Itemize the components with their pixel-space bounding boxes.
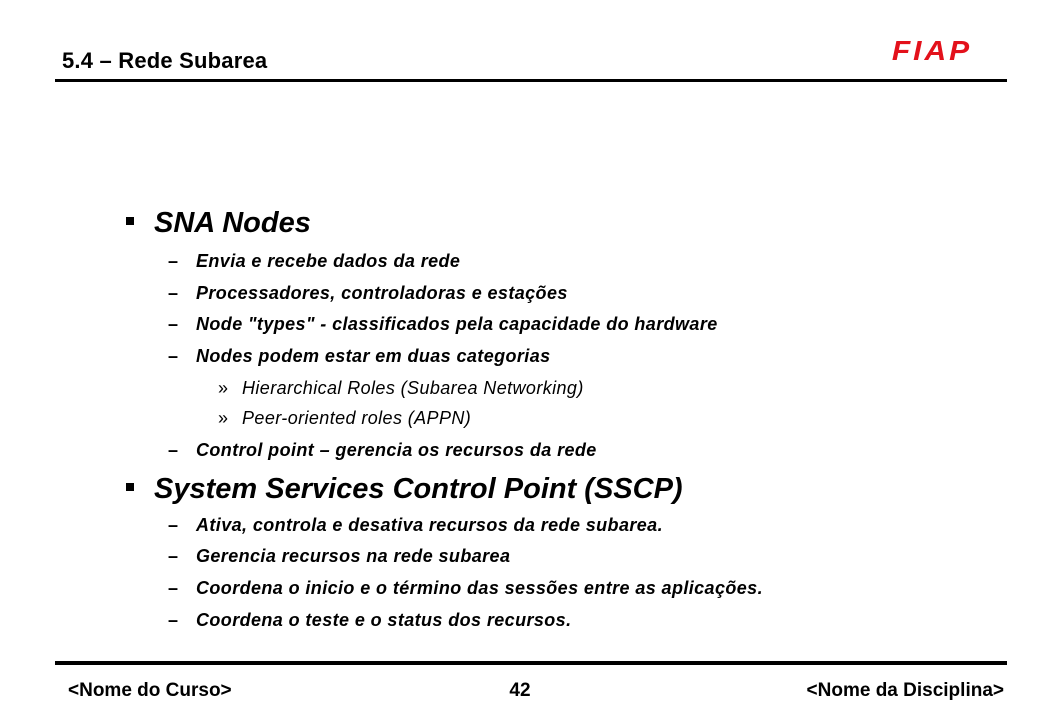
square-bullet-icon — [126, 483, 134, 491]
list-item — [168, 578, 763, 599]
dash-marker: – — [168, 314, 179, 334]
logo-text: FIAP — [891, 38, 973, 67]
dash-marker: – — [168, 515, 179, 535]
list-item — [168, 314, 718, 335]
footer-divider — [55, 661, 1007, 665]
chevron-marker: » — [218, 408, 229, 428]
list-item — [168, 546, 510, 567]
list-item — [168, 251, 460, 272]
list-item-text: Processadores, controladoras e estações — [196, 283, 568, 303]
section-heading — [126, 207, 311, 240]
sub-list-item-text: Hierarchical Roles (Subarea Networking) — [242, 378, 584, 398]
section-heading — [126, 473, 683, 506]
list-item — [168, 610, 572, 631]
chevron-marker: » — [218, 378, 229, 398]
list-item-text: Control point – gerencia os recursos da rede — [196, 440, 597, 460]
list-item-text: Envia e recebe dados da rede — [196, 251, 461, 271]
dash-marker: – — [168, 546, 179, 566]
dash-marker: – — [168, 251, 179, 271]
list-item — [168, 515, 663, 536]
footer-discipline-name: <Nome da Disciplina> — [806, 680, 1004, 701]
list-item-text: Coordena o teste e o status dos recursos. — [196, 610, 572, 630]
dash-marker: – — [168, 346, 179, 366]
slide-title: 5.4 – Rede Subarea — [62, 48, 268, 73]
dash-marker: – — [168, 610, 179, 630]
list-item — [168, 283, 568, 304]
list-item-text: Coordena o inicio e o término das sessões entre as aplicações. — [196, 578, 763, 598]
section-title: SNA Nodes — [154, 207, 311, 239]
square-bullet-icon — [126, 217, 134, 225]
list-item — [168, 346, 551, 367]
dash-marker: – — [168, 578, 179, 598]
sub-list-item-text: Peer-oriented roles (APPN) — [242, 408, 472, 428]
footer-page-number: 42 — [509, 680, 531, 701]
section-title: System Services Control Point (SSCP) — [154, 473, 683, 505]
list-item-text: Gerencia recursos na rede subarea — [196, 546, 511, 566]
dash-marker: – — [168, 283, 179, 303]
footer-course-name: <Nome do Curso> — [68, 680, 232, 701]
sub-list-item — [218, 378, 584, 399]
sub-list-item — [218, 408, 471, 429]
list-item-text: Nodes podem estar em duas categorias — [196, 346, 551, 366]
list-item-text: Node "types" - classificados pela capacidade do hardware — [196, 314, 718, 334]
list-item-text: Ativa, controla e desativa recursos da rede subarea. — [196, 515, 663, 535]
list-item — [168, 440, 597, 461]
dash-marker: – — [168, 440, 179, 460]
